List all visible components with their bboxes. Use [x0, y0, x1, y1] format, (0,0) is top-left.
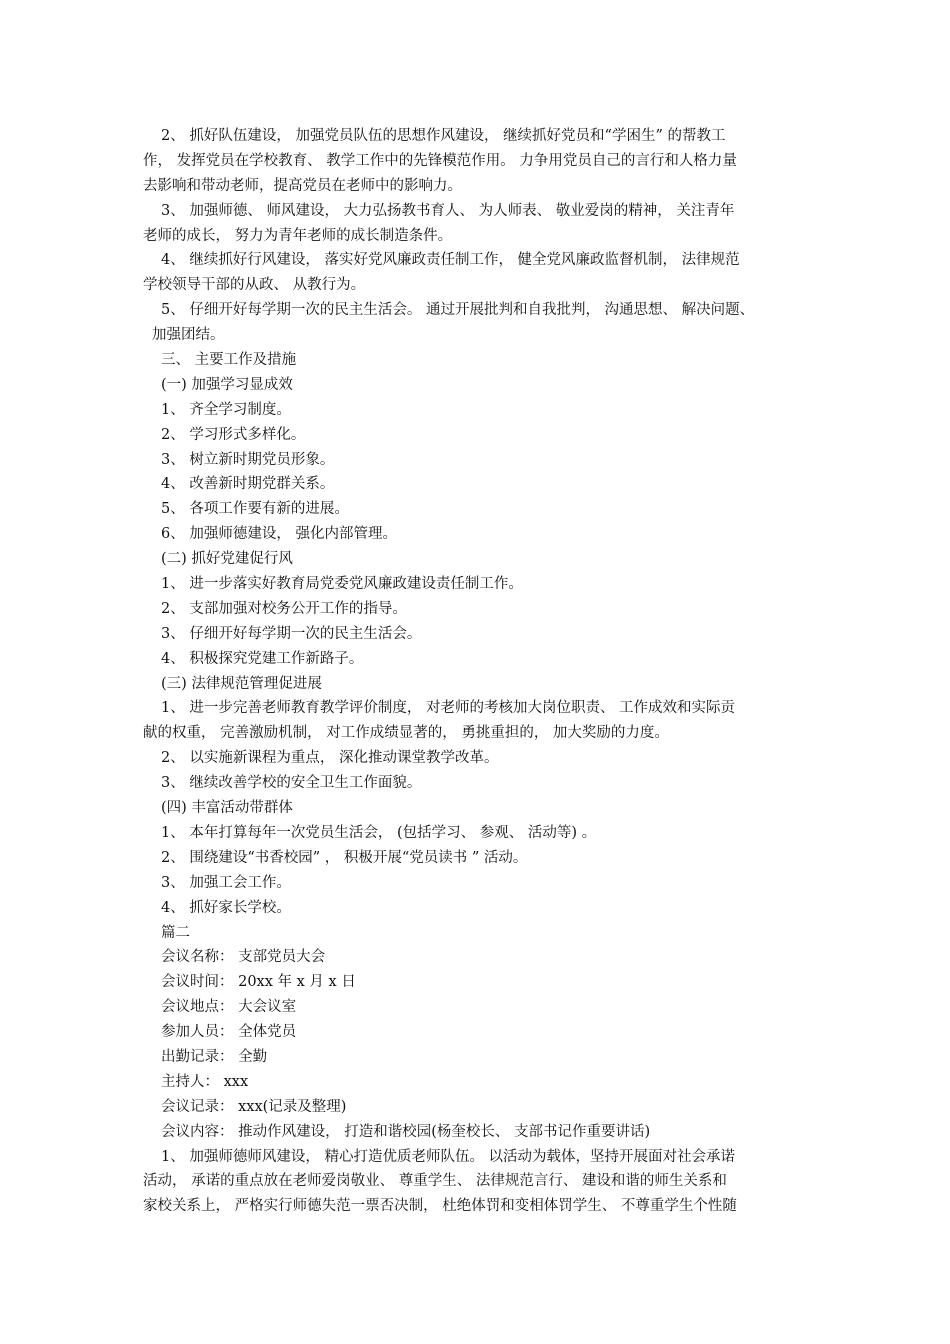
- text-line: 3、 继续改善学校的安全卫生工作面貌。: [161, 775, 422, 792]
- text-line: 4、 抓好家长学校。: [161, 899, 291, 916]
- text-line: 1、 本年打算每年一次党员生活会， (包括学习、 参观、 活动等) 。: [161, 824, 597, 841]
- text-line: 作， 发挥党员在学校教育、 教学工作中的先锋模范作用。 力争用党员自己的言行和人格力量: [143, 152, 737, 169]
- text-line: 1、 进一步落实好教育局党委党风廉政建设责任制工作。: [161, 576, 523, 593]
- text-line: 会议名称： 支部党员大会: [161, 949, 326, 966]
- text-line: 参加人员： 全体党员: [161, 1024, 297, 1041]
- text-line: 2、 支部加强对校务公开工作的指导。: [161, 600, 407, 617]
- text-line: 1、 齐全学习制度。: [161, 401, 291, 418]
- text-line: 家校关系上， 严格实行师德失范一票否决制， 杜绝体罚和变相体罚学生、 不尊重学生个性随: [143, 1198, 737, 1215]
- text-line: 4、 积极探究党建工作新路子。: [161, 650, 364, 667]
- text-line: (四) 丰富活动带群体: [161, 800, 293, 817]
- text-line: 三、 主要工作及措施: [161, 352, 297, 369]
- text-line: 3、 树立新时期党员形象。: [161, 451, 335, 468]
- text-line: 加强团结。: [152, 327, 225, 344]
- text-line: 5、 各项工作要有新的进展。: [161, 501, 349, 518]
- text-line: 会议时间： 20xx 年 x 月 x 日: [161, 974, 356, 991]
- text-line: 2、 以实施新课程为重点， 深化推动课堂教学改革。: [161, 750, 499, 767]
- text-line: 主持人： xxx: [161, 1073, 249, 1090]
- text-line: 3、 加强师德、 师风建设， 大力弘扬教书育人、 为人师表、 敬业爱岗的精神， 关注青年: [161, 202, 735, 219]
- text-line: 会议记录： xxx(记录及整理): [161, 1098, 347, 1115]
- text-line: 老师的成长， 努力为青年老师的成长制造条件。: [143, 227, 453, 244]
- text-line: 献的权重， 完善激励机制， 对工作成绩显著的， 勇挑重担的， 加大奖励的力度。: [143, 725, 669, 742]
- text-line: 会议地点： 大会议室: [161, 999, 297, 1016]
- text-line: 6、 加强师德建设， 强化内部管理。: [161, 526, 397, 543]
- text-line: 篇二: [161, 924, 190, 941]
- text-line: 2、 学习形式多样化。: [161, 426, 306, 443]
- text-line: 2、 围绕建设“书香校园” ， 积极开展“党员读书 ” 活动。: [161, 849, 528, 866]
- text-line: 出勤记录： 全勤: [161, 1048, 268, 1065]
- text-line: 3、 仔细开好每学期一次的民主生活会。: [161, 625, 422, 642]
- text-line: 4、 改善新时期党群关系。: [161, 476, 335, 493]
- text-line: (一) 加强学习显成效: [161, 376, 293, 393]
- text-line: 去影响和带动老师，提高党员在老师中的影响力。: [143, 177, 462, 194]
- text-line: 4、 继续抓好行风建设， 落实好党风廉政责任制工作， 健全党风廉政监督机制， 法律规范: [161, 252, 740, 269]
- text-line: (三) 法律规范管理促进展: [161, 675, 322, 692]
- text-line: 5、 仔细开好每学期一次的民主生活会。 通过开展批判和自我批判， 沟通思想、 解决问题、: [161, 302, 755, 319]
- text-line: 活动， 承诺的重点放在老师爱岗敬业、 尊重学生、 法律规范言行、 建设和谐的师生关系和: [143, 1173, 727, 1190]
- text-line: 2、 抓好队伍建设， 加强党员队伍的思想作风建设， 继续抓好党员和“学困生” 的帮教工: [161, 128, 726, 144]
- text-line: 3、 加强工会工作。: [161, 874, 291, 891]
- text-line: 1、 加强师德师风建设， 精心打造优质老师队伍。 以活动为载体，坚持开展面对社会承诺: [161, 1148, 736, 1165]
- text-line: 会议内容： 推动作风建设， 打造和谐校园(杨奎校长、 支部书记作重要讲话): [161, 1123, 651, 1140]
- text-line: (二) 抓好党建促行风: [161, 551, 293, 568]
- text-line: 学校领导干部的从政、 从教行为。: [143, 277, 366, 294]
- document-body: [143, 124, 818, 1219]
- text-line: 1、 进一步完善老师教育教学评价制度， 对老师的考核加大岗位职责、 工作成效和实际贡: [161, 700, 736, 717]
